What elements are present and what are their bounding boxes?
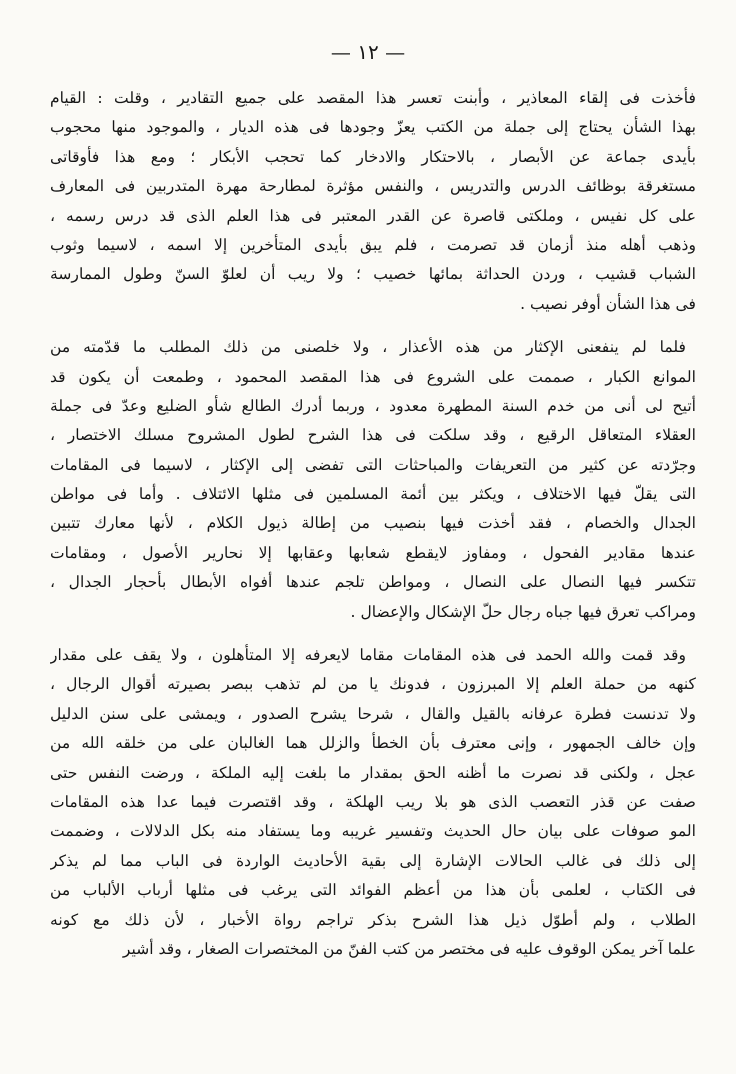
page-number: — ١٢ —	[330, 40, 406, 64]
text-line: وقد قمت والله الحمد فى هذه المقامات مقاما لايعرفه إلا المتأهلون ، ولا يقف على مقدار	[50, 646, 686, 665]
text-line: كنهه من حملة العلم إلا المبرزون ، فدونك يا من لم تذهب ببصر بصيرته أقوال الرجال ،	[50, 675, 696, 694]
text-line: الشباب قشيب ، وردن الحداثة بمائها خصيب ؛ ولا ريب أن لعلوّ السنّ وطول الممارسة	[50, 265, 696, 284]
paragraph-gap	[50, 319, 696, 333]
paragraph	[50, 333, 696, 627]
text-line: على كل نفيس ، وملكتى قاصرة عن القدر المعتبر فى هذا العلم الذى قد درس رسمه ،	[50, 206, 696, 225]
paragraph	[50, 84, 696, 319]
text-line: صفت عن قذر التعصب الذى هو بلا ريب الهلكة ، وقد اقتصرت فيما عدا هذه المقامات	[50, 792, 696, 811]
text-line: وإن خالف الجمهور ، وإنى معترف بأن الخطأ والزلل هما الغالبان على من خلقه الله من	[50, 734, 696, 753]
text-line: مستغرقة بوظائف الدرس والتدريس ، والنفس مؤثرة لمطارحة مهرة المتدربين فى المعارف	[50, 177, 696, 196]
text-line: فلما لم ينفعنى الإكثار من هذه الأعذار ، ولا خلصنى من ذلك المطلب ما قدّمته من	[50, 338, 686, 357]
text-line: الجدال والخصام ، فقد أخذت فيها بنصيب من إطالة ذيول الكلام ، لأنها معارك تتبين	[50, 514, 696, 533]
paragraph	[50, 641, 696, 964]
text-line: ولا تدنست فطرة عرفانه بالقيل والقال ، شرحا يشرح الصدور ، ويمشى على سنن الدليل	[50, 704, 696, 723]
text-line: تتكسر فيها النصال على النصال ، ومواطن تلجم عندها أفواه الأبطال بأحجار الجدال ،	[50, 573, 696, 592]
text-line: وجرّدته عن كثير من التعريفات والمباحثات التى تفضى إلى الإكثار ، لاسيما فى المقامات	[50, 455, 696, 474]
text-line: الموانع الكبار ، صممت على الشروع فى هذا المقصد المحمود ، وطمعت أن يكون قد	[50, 367, 696, 386]
text-line: عندها مقادير الفحول ، ومفاوز لايقطع شعابها وعقابها إلا نحارير الأصول ، ومقامات	[50, 543, 696, 562]
text-line: علما آخر يمكن الوقوف عليه فى مختصر من كتب الفنّ من المختصرات الصغار ، وقد أشير	[122, 939, 696, 958]
text-line: أتيح لى أنى من خدم السنة المطهرة معدود ، وربما أدرك الطالع شأو الضليع وعدّ فى جملة	[50, 396, 696, 415]
text-line: العقلاء المتعاقل الرقيع ، وقد سلكت فى هذا الشرح لطول المشروح مسلك الاختصار ،	[50, 426, 696, 445]
text-line: فأخذت فى إلقاء المعاذير ، وأبنت تعسر هذا المقصد على جميع التقادير ، وقلت : القيام	[50, 89, 696, 107]
text-line: الطلاب ، ولم أطوّل ذيل هذا الشرح بذكر تراجم رواة الأخبار ، لأن ذلك مع كونه	[50, 910, 696, 929]
text-line: بأيدى جماعة عن الأبصار ، بالاحتكار والادخار كما تحجب الأبكار ؛ ومع هذا فأوقاتى	[50, 147, 696, 166]
text-line: فى هذا الشأن أوفر نصيب .	[520, 294, 696, 313]
body-text	[50, 84, 696, 964]
text-line: التى يقلّ فيها الاختلاف ، ويكثر بين أئمة المسلمين فى مثلها الائتلاف . وأما فى مواطن	[50, 485, 696, 504]
text-line: إلى ذلك فى غالب الحالات الإشارة إلى بقية الأحاديث الواردة فى الباب مما لم يذكر	[50, 851, 696, 870]
text-line: بهذا الشأن يحتاج إلى جملة من الكتب يعزّ وجودها فى هذه الديار ، والموجود منها محجوب	[50, 118, 696, 137]
text-line: وذهب أهله منذ أزمان قد تصرمت ، فلم يبق بأيدى المتأخرين إلا اسمه ، لاسيما وثوب	[50, 235, 696, 254]
text-line: المو صوفات على بيان حال الحديث وتفسير غريبه وما يستفاد منه بكل الدلالات ، وضممت	[50, 822, 696, 841]
text-line: عجل ، ولكنى قد نصرت ما أظنه الحق بمقدار ما بلغت إليه الملكة ، ورضت النفس حتى	[50, 763, 696, 782]
paragraph-gap	[50, 627, 696, 641]
text-line: ومراكب تعرق فيها جباه رجال حلّ الإشكال والإعضال .	[350, 602, 696, 621]
text-line: فى الكتاب ، لعلمى بأن هذا من أعظم الفوائد التى يرغب فى مثلها أرباب الألباب من	[50, 881, 696, 900]
